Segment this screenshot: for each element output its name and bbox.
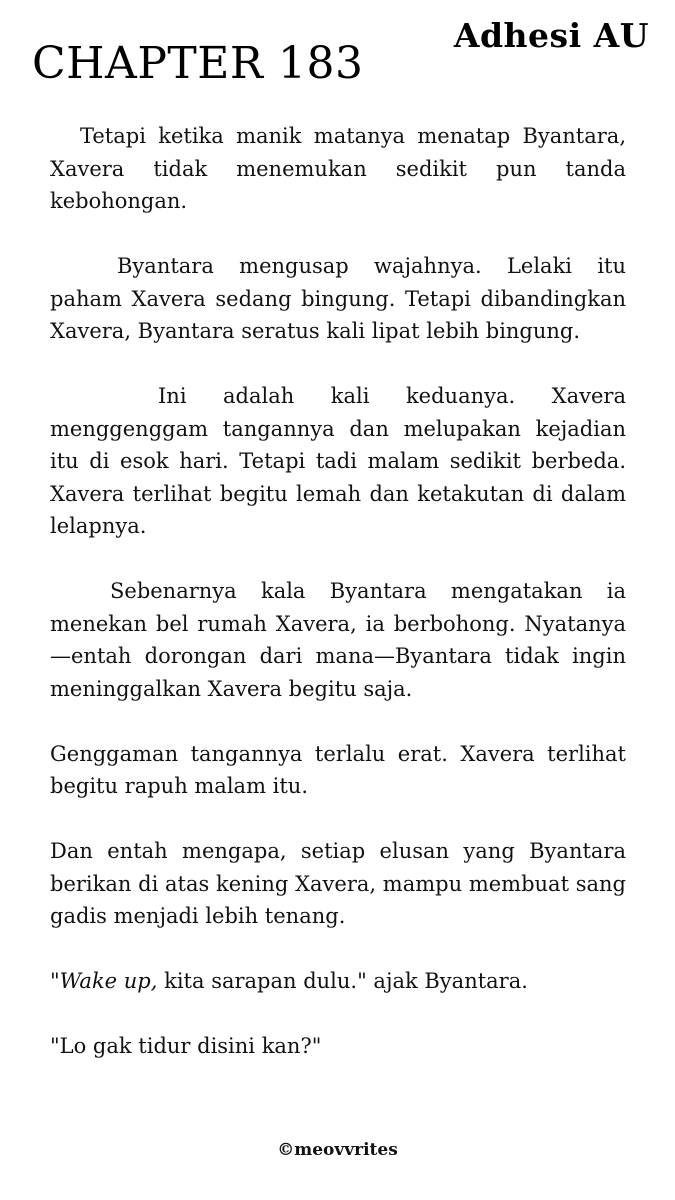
story-paragraph: Byantara mengusap wajahnya. Lelaki itu paham Xavera sedang bingung. Tetapi dibandingkan Xavera, Byantara seratus kali lipat lebih bingung. — [50, 254, 626, 343]
story-paragraph: Ini adalah kali keduanya. Xavera menggenggam tangannya dan melupakan kejadian itu di esok hari. Tetapi tadi malam sedikit berbeda. Xavera terlihat begitu lemah dan ketakutan di dalam lelapnya. — [50, 384, 626, 538]
story-paragraph: Genggaman tangannya terlalu erat. Xavera terlihat begitu rapuh malam itu. — [50, 741, 626, 798]
story-body — [50, 120, 626, 1063]
chapter-title: CHAPTER 183 — [32, 38, 364, 89]
dialogue-line: "Lo gak tidur disini kan?" — [50, 1034, 322, 1058]
story-paragraph: Dan entah mengapa, setiap elusan yang Byantara berikan di atas kening Xavera, mampu membuat sang gadis menjadi lebih tenang. — [50, 839, 626, 928]
series-title: Adhesi AU — [453, 16, 649, 55]
dialogue-open-quote: " — [50, 969, 60, 993]
dialogue-rest: kita sarapan dulu." ajak Byantara. — [157, 969, 528, 993]
dialogue-italic: Wake up, — [59, 969, 158, 993]
author-credit: ©meovvrites — [277, 1140, 398, 1160]
story-paragraph: Tetapi ketika manik matanya menatap Byantara, Xavera tidak menemukan sedikit pun tanda kebohongan. — [50, 124, 626, 213]
dialogue-line — [50, 965, 626, 998]
story-paragraph: Sebenarnya kala Byantara mengatakan ia menekan bel rumah Xavera, ia berbohong. Nyatanya—entah dorongan dari mana—Byantara tidak ingin meninggalkan Xavera begitu saja. — [50, 579, 626, 701]
